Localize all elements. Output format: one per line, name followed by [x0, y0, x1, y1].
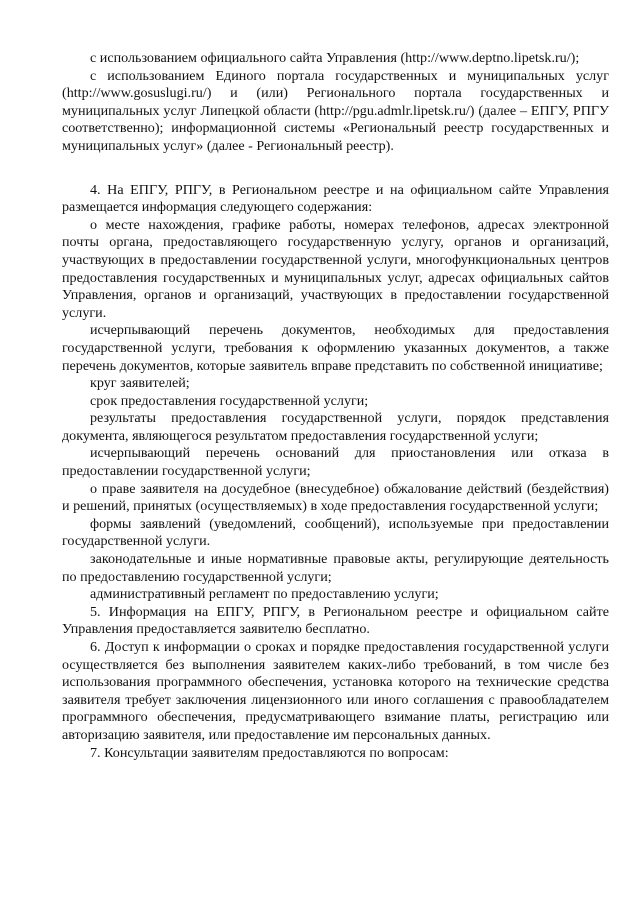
paragraph-item-4: 4. На ЕПГУ, РПГУ, в Региональном реестре и на официальном сайте Управления размещается информация следующего содержания: [62, 181, 609, 216]
paragraph-official-site: с использованием официального сайта Управления (http://www.deptno.lipetsk.ru/); [90, 50, 580, 66]
document-page [62, 50, 609, 762]
paragraph-documents-list: исчерпывающий перечень документов, необходимых для предоставления государственной услуги, требования к оформлению указанных документов, а также перечень документов, которые заявитель вправе представить по собственной инициативе; [62, 322, 609, 374]
paragraph-refusal-grounds: исчерпывающий перечень оснований для приостановления или отказа в предоставлении государственной услуги; [62, 445, 609, 480]
paragraph-applicants: круг заявителей; [90, 375, 190, 392]
paragraph-legal-acts: законодательные и иные нормативные правовые акты, регулирующие деятельность по предоставлению государственной услуги; [62, 551, 609, 585]
paragraph-item-7: 7. Консультации заявителям предоставляются по вопросам: [90, 744, 449, 761]
paragraph-service-term: срок предоставления государственной услуги; [90, 392, 369, 409]
paragraph-item-6: 6. Доступ к информации о сроках и порядке предоставления государственной услуги осуществляется без выполнения заявителем каких-либо требований, в том числе без использования программного обеспечения, установка которого на технические средства заявителя требует заключения лицензионного или иного соглашения с правообладателем программного обеспечения, предусматривающего взимание платы, регистрацию или авторизацию заявителя, или предоставление им персональных данных. [62, 639, 609, 743]
paragraph-item-5: 5. Информация на ЕПГУ, РПГУ, в Региональном реестре и официальном сайте Управления предоставляется заявителю бесплатно. [62, 603, 609, 638]
paragraph-unified-portal: с использованием Единого портала государственных и муниципальных услуг (http://www.gosuslugi.ru/) и (или) Регионального портала государственных и муниципальных услуг Липецкой области (http://pgu.admlr.lipetsk.ru/) (далее – ЕПГУ, РПГУ соответственно); информационной системы «Региональный реестр государственных и муниципальных услуг» (далее - Региональный реестр). [62, 67, 609, 154]
paragraph-service-results: результаты предоставления государственной услуги, порядок представления документа, являющегося результатом предоставления государственной услуги; [62, 410, 609, 444]
paragraph-appeal-rights: о праве заявителя на досудебное (внесудебное) обжалование действий (бездействия) и решений, принятых (осуществляемых) в ходе предоставления государственной услуги; [62, 480, 609, 515]
paragraph-location-info: о месте нахождения, графике работы, номерах телефонов, адресах электронной почты органа, предоставляющего государственную услугу, органов и организаций, участвующих в предоставлении государственной услуги, многофункциональных центров предоставления государственных и муниципальных услуг, адресах официальных сайтов Управления, органов и организаций, участвующих в предоставлении государственной услуги. [62, 216, 609, 321]
paragraph-admin-regulation: административный регламент по предоставлению услуги; [90, 586, 439, 603]
paragraph-application-forms: формы заявлений (уведомлений, сообщений), используемые при предоставлении государственной услуги. [62, 515, 609, 550]
